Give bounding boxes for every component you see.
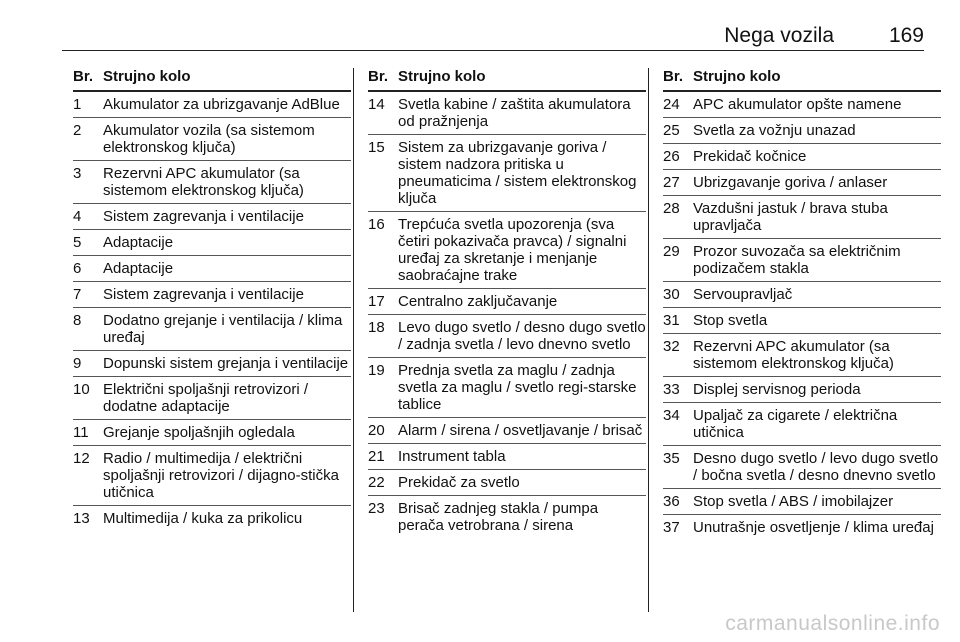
fuse-number: 7 — [73, 286, 82, 303]
header-number: Br. — [368, 68, 389, 85]
fuse-number: 26 — [663, 148, 680, 165]
table-header — [73, 68, 351, 92]
circuit-name: Sistem za ubrizgavanje goriva / sistem nadzora pritiska u pneumaticima / sistem elektronskog ključa — [398, 139, 637, 207]
column-divider — [648, 68, 649, 612]
fuse-number: 11 — [73, 424, 89, 441]
table-row — [73, 420, 351, 446]
circuit-name: Multimedija / kuka za prikolicu — [103, 510, 303, 527]
circuit-name: Upaljač za cigarete / električna utičnica — [693, 407, 898, 441]
circuit-name: APC akumulator opšte namene — [693, 96, 902, 113]
circuit-name: Stop svetla / ABS / imobilajzer — [693, 493, 894, 510]
fuse-number: 30 — [663, 286, 680, 303]
circuit-name: Grejanje spoljašnjih ogledala — [103, 424, 295, 441]
circuit-name: Akumulator vozila (sa sistemom elektronskog ključa) — [103, 122, 315, 156]
table-row — [73, 282, 351, 308]
fuse-number: 33 — [663, 381, 680, 398]
page-number: 169 — [888, 24, 924, 47]
circuit-name: Centralno zaključavanje — [398, 293, 558, 310]
circuit-name: Levo dugo svetlo / desno dugo svetlo / zadnja svetla / levo dnevno svetlo — [398, 319, 646, 353]
fuse-number: 28 — [663, 200, 680, 217]
fuse-number: 2 — [73, 122, 82, 139]
header-circuit: Strujno kolo — [103, 68, 191, 85]
circuit-name: Unutrašnje osvetljenje / klima uređaj — [693, 519, 934, 536]
circuit-name: Brisač zadnjeg stakla / pumpa perača vetrobrana / sirena — [398, 500, 599, 534]
fuse-number: 6 — [73, 260, 82, 277]
table-row — [663, 515, 941, 540]
table-row — [368, 496, 646, 538]
fuse-number: 35 — [663, 450, 680, 467]
table-row — [663, 308, 941, 334]
page-header — [62, 20, 924, 51]
circuit-name: Sistem zagrevanja i ventilacije — [103, 208, 304, 225]
fuse-number: 22 — [368, 474, 385, 491]
fuse-number: 16 — [368, 216, 385, 233]
fuse-number: 25 — [663, 122, 680, 139]
table-row — [73, 118, 351, 161]
fuse-number: 20 — [368, 422, 385, 439]
table-row — [368, 470, 646, 496]
table-row — [368, 135, 646, 212]
circuit-name: Sistem zagrevanja i ventilacije — [103, 286, 304, 303]
table-row — [73, 506, 351, 531]
fuse-number: 5 — [73, 234, 82, 251]
header-circuit: Strujno kolo — [693, 68, 781, 85]
table-row — [663, 403, 941, 446]
circuit-name: Prekidač za svetlo — [398, 474, 520, 491]
circuit-name: Električni spoljašnji retrovizori / dodatne adaptacije — [103, 381, 309, 415]
circuit-name: Vazdušni jastuk / brava stuba upravljača — [693, 200, 888, 234]
table-row — [73, 446, 351, 506]
table-row — [368, 92, 646, 135]
fuse-number: 23 — [368, 500, 385, 517]
table-header — [368, 68, 646, 92]
table-row — [73, 256, 351, 282]
fuse-number: 18 — [368, 319, 385, 336]
fuse-number: 24 — [663, 96, 680, 113]
table-row — [663, 118, 941, 144]
circuit-name: Servoupravljač — [693, 286, 793, 303]
circuit-name: Akumulator za ubrizgavanje AdBlue — [103, 96, 340, 113]
section-title: Nega vozila — [724, 24, 834, 47]
table-row — [73, 92, 351, 118]
circuit-name: Stop svetla — [693, 312, 768, 329]
fuse-number: 17 — [368, 293, 385, 310]
fuse-number: 31 — [663, 312, 680, 329]
header-circuit: Strujno kolo — [398, 68, 486, 85]
fuse-number: 19 — [368, 362, 385, 379]
table-row — [663, 170, 941, 196]
fuse-table-column-2 — [368, 68, 646, 538]
fuse-number: 21 — [368, 448, 385, 465]
circuit-name: Trepćuća svetla upozorenja (sva četiri pokazivača pravca) / signalni uređaj za skretanje i menjanje saobraćajne trake — [398, 216, 627, 284]
circuit-name: Alarm / sirena / osvetljavanje / brisač — [398, 422, 643, 439]
circuit-name: Instrument tabla — [398, 448, 506, 465]
table-row — [368, 289, 646, 315]
circuit-name: Radio / multimedija / električni spoljašnji retrovizori / dijagno-stička utičnica — [103, 450, 339, 501]
fuse-number: 32 — [663, 338, 680, 355]
fuse-number: 37 — [663, 519, 680, 536]
header-number: Br. — [73, 68, 94, 85]
table-row — [73, 230, 351, 256]
watermark: carmanualsonline.info — [725, 612, 940, 635]
fuse-number: 13 — [73, 510, 90, 527]
table-row — [663, 446, 941, 489]
table-row — [73, 161, 351, 204]
circuit-name: Ubrizgavanje goriva / anlaser — [693, 174, 888, 191]
fuse-table-column-3 — [663, 68, 941, 540]
table-row — [663, 489, 941, 515]
fuse-number: 12 — [73, 450, 90, 467]
circuit-name: Svetla za vožnju unazad — [693, 122, 856, 139]
circuit-name: Adaptacije — [103, 234, 174, 251]
table-header — [663, 68, 941, 92]
fuse-number: 4 — [73, 208, 82, 225]
column-divider — [353, 68, 354, 612]
table-row — [663, 334, 941, 377]
fuse-number: 36 — [663, 493, 680, 510]
circuit-name: Displej servisnog perioda — [693, 381, 861, 398]
circuit-name: Svetla kabine / zaštita akumulatora od pražnjenja — [398, 96, 631, 130]
circuit-name: Prednja svetla za maglu / zadnja svetla za maglu / svetlo regi-starske tablice — [398, 362, 637, 413]
fuse-number: 8 — [73, 312, 82, 329]
table-row — [663, 92, 941, 118]
fuse-table-column-1 — [73, 68, 351, 531]
table-row — [368, 315, 646, 358]
table-row — [663, 144, 941, 170]
table-row — [663, 196, 941, 239]
circuit-name: Rezervni APC akumulator (sa sistemom elektronskog ključa) — [693, 338, 894, 372]
fuse-number: 29 — [663, 243, 680, 260]
table-row — [368, 212, 646, 289]
table-row — [73, 351, 351, 377]
fuse-number: 10 — [73, 381, 90, 398]
table-row — [368, 418, 646, 444]
table-row — [73, 308, 351, 351]
table-row — [368, 444, 646, 470]
fuse-number: 34 — [663, 407, 680, 424]
circuit-name: Prozor suvozača sa električnim podizačem stakla — [693, 243, 901, 277]
circuit-name: Rezervni APC akumulator (sa sistemom elektronskog ključa) — [103, 165, 304, 199]
table-row — [73, 377, 351, 420]
table-row — [73, 204, 351, 230]
fuse-number: 1 — [73, 96, 82, 113]
circuit-name: Prekidač kočnice — [693, 148, 807, 165]
circuit-name: Desno dugo svetlo / levo dugo svetlo / bočna svetla / desno dnevno svetlo — [693, 450, 939, 484]
circuit-name: Dopunski sistem grejanja i ventilacije — [103, 355, 349, 372]
table-row — [663, 239, 941, 282]
table-row — [663, 377, 941, 403]
fuse-number: 27 — [663, 174, 680, 191]
table-row — [663, 282, 941, 308]
fuse-number: 3 — [73, 165, 82, 182]
header-number: Br. — [663, 68, 684, 85]
fuse-number: 9 — [73, 355, 82, 372]
fuse-number: 15 — [368, 139, 385, 156]
circuit-name: Adaptacije — [103, 260, 174, 277]
fuse-number: 14 — [368, 96, 385, 113]
circuit-name: Dodatno grejanje i ventilacija / klima uređaj — [103, 312, 343, 346]
table-row — [368, 358, 646, 418]
